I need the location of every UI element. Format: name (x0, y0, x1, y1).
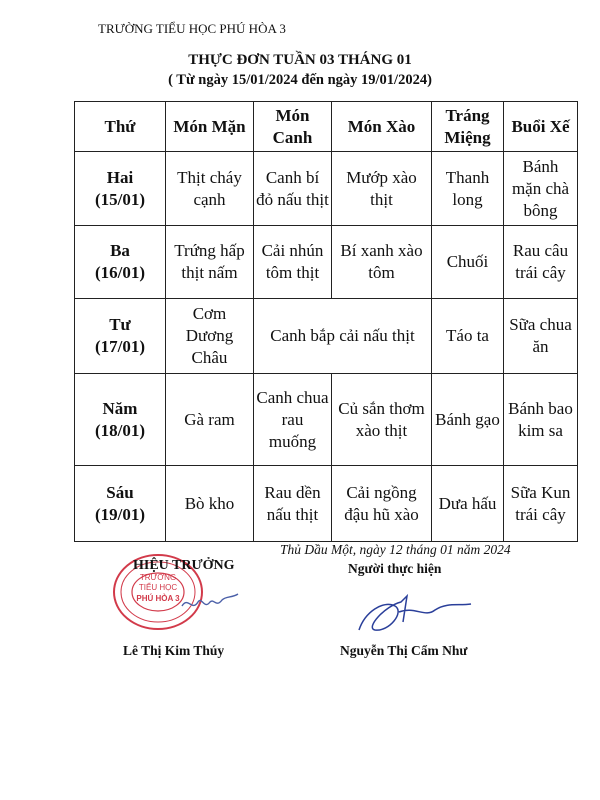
day-date: (18/01) (94, 420, 146, 440)
snack-cell: Bánh mặn chà bông (504, 152, 578, 226)
page-title: THỰC ĐƠN TUẦN 03 THÁNG 01 (188, 52, 412, 68)
day-cell (75, 226, 166, 299)
header-day: Thứ (75, 102, 166, 152)
day-cell (75, 466, 166, 542)
table-header-row (75, 102, 578, 152)
dessert-cell: Táo ta (432, 299, 504, 374)
soup-cell: Canh chua rau muống (254, 374, 332, 466)
day-cell (75, 374, 166, 466)
svg-text:TIỂU HỌC: TIỂU HỌC (138, 583, 178, 592)
day-name: Ba (110, 241, 130, 260)
soup-cell: Rau dền nấu thịt (254, 466, 332, 542)
menu-table (74, 101, 578, 542)
header-soup: Món Canh (254, 102, 332, 152)
header-main-dish: Món Mặn (166, 102, 254, 152)
snack-cell: Sữa chua ăn (504, 299, 578, 374)
svg-text:PHÚ HÒA 3: PHÚ HÒA 3 (136, 594, 180, 603)
day-date: (16/01) (94, 263, 146, 282)
day-cell (75, 152, 166, 226)
principal-name: Lê Thị Kim Thúy (123, 643, 225, 658)
soup-stir-fry-merged-cell: Canh bắp cải nấu thịt (254, 299, 432, 374)
dessert-cell: Dưa hấu (432, 466, 504, 542)
header-stir-fry: Món Xào (332, 102, 432, 152)
table-row (75, 299, 578, 374)
snack-cell: Sữa Kun trái cây (504, 466, 578, 542)
stir-fry-cell: Bí xanh xào tôm (332, 226, 432, 299)
soup-cell: Canh bí đỏ nấu thịt (254, 152, 332, 226)
main-dish-cell: Bò kho (166, 466, 254, 542)
stir-fry-cell: Cải ngồng đậu hũ xào (332, 466, 432, 542)
date-range: ( Từ ngày 15/01/2024 đến ngày 19/01/2024) (168, 72, 432, 88)
main-dish-cell: Thịt cháy cạnh (166, 152, 254, 226)
svg-text:TRƯỜNG: TRƯỜNG (139, 573, 177, 582)
soup-cell: Cải nhún tôm thịt (254, 226, 332, 299)
day-cell (75, 299, 166, 374)
table-row (75, 374, 578, 466)
day-date: (15/01) (94, 189, 146, 209)
principal-title: HIỆU TRƯỞNG (133, 558, 235, 573)
day-name: Năm (102, 398, 138, 418)
snack-cell: Bánh bao kim sa (504, 374, 578, 466)
day-date: (19/01) (94, 504, 146, 524)
place-date: Thủ Dầu Một, ngày 12 tháng 01 năm 2024 (280, 542, 511, 557)
day-name: Hai (106, 167, 134, 187)
dessert-cell: Thanh long (432, 152, 504, 226)
preparer-signature (355, 592, 475, 637)
main-dish-cell: Gà ram (166, 374, 254, 466)
preparer-title: Người thực hiện (348, 561, 442, 576)
principal-signature (180, 588, 240, 618)
day-name: Tư (109, 315, 131, 334)
header-dessert: Tráng Miệng (432, 102, 504, 152)
main-dish-cell: Cơm Dương Châu (166, 299, 254, 374)
snack-cell: Rau câu trái cây (504, 226, 578, 299)
table-row (75, 226, 578, 299)
stir-fry-cell: Mướp xào thịt (332, 152, 432, 226)
dessert-cell: Chuối (432, 226, 504, 299)
main-dish-cell: Trứng hấp thịt nấm (166, 226, 254, 299)
table-row (75, 152, 578, 226)
stir-fry-cell: Củ sắn thơm xào thịt (332, 374, 432, 466)
school-name: TRƯỜNG TIỂU HỌC PHÚ HÒA 3 (98, 21, 286, 36)
day-date: (17/01) (94, 337, 146, 356)
table-row (75, 466, 578, 542)
header-afternoon-snack: Buổi Xế (504, 102, 578, 152)
preparer-name: Nguyễn Thị Cẩm Như (340, 643, 468, 658)
dessert-cell: Bánh gạo (432, 374, 504, 466)
day-name: Sáu (106, 482, 134, 502)
